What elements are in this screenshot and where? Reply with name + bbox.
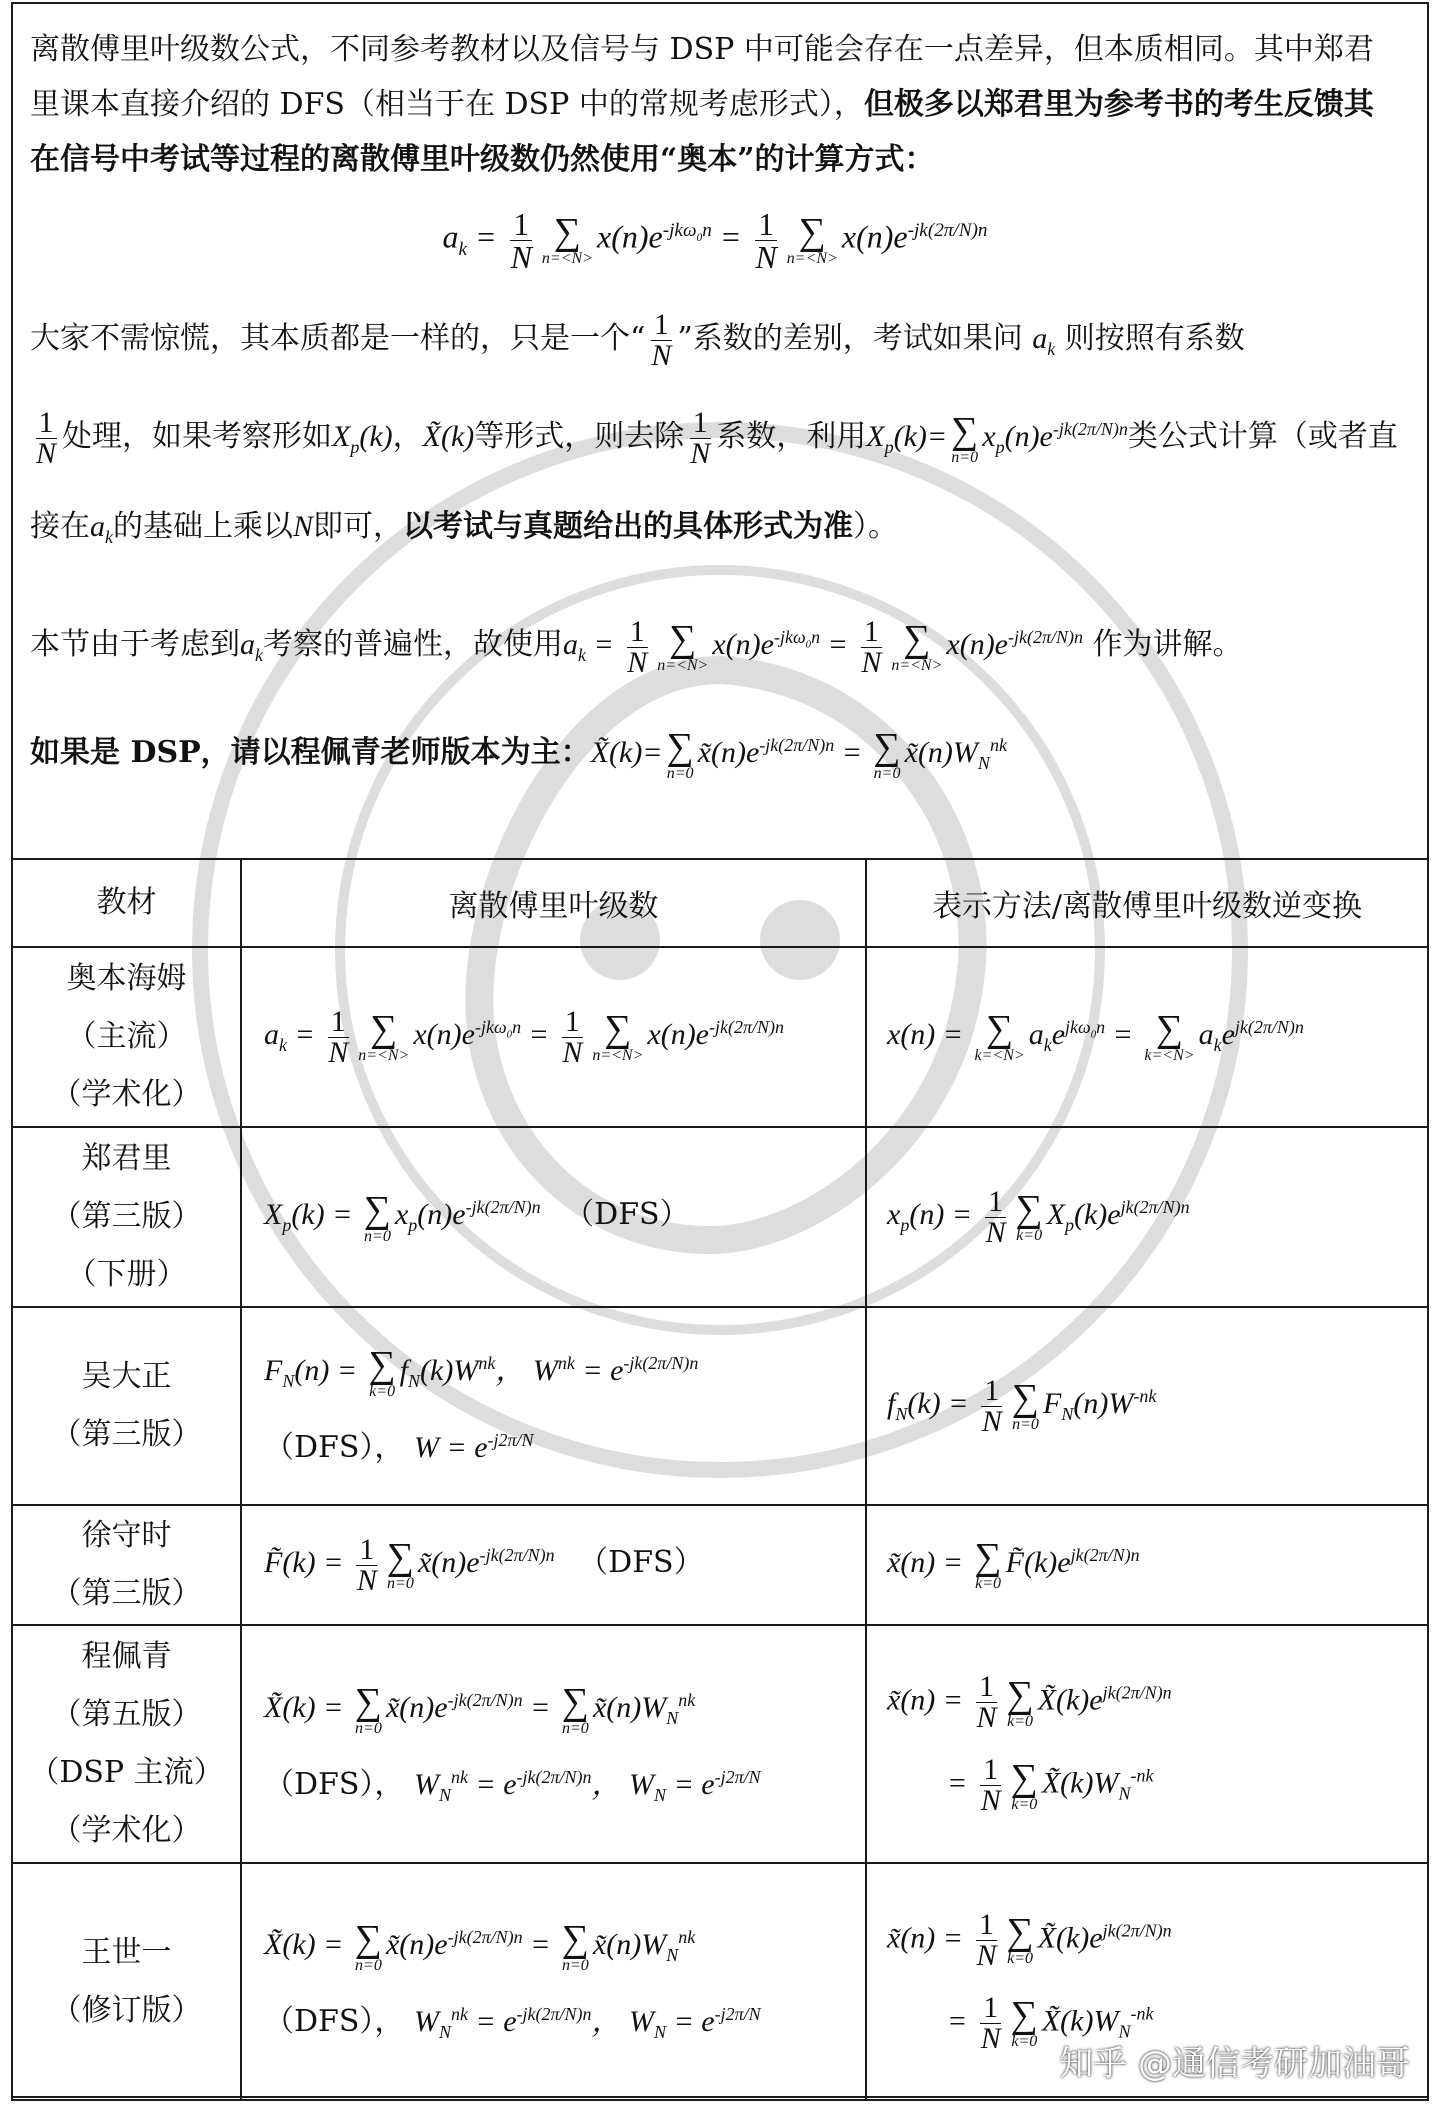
book-cell: 王世一 （修订版） <box>12 1863 241 2100</box>
intro-paragraph-3: 本节由于考虑到$a_k$考察的普遍性，故使用$a_k$ = $\frac{1}{N}$ ∑ n=<N> $x(n)e^{-jk\omega_0n}$ = $\frac{1}{N}$ ∑ n=<N> $x(n)e^{-jk(2\pi/N)n}$ 作为讲解。 <box>30 614 1243 679</box>
zhihu-credit-watermark: 知乎 @通信考研加油哥 <box>1059 2044 1410 2084</box>
table-row <box>12 1505 1428 1625</box>
intro-paragraph-1: 离散傅里叶级数公式，不同参考教材以及信号与 DSP 中可能会存在一点差异，但本质相同。其中郑君里课本直接介绍的 DFS（相当于在 DSP 中的常规考虑形式），但极多以郑君里为参考书的考生反馈其在信号中考试等过程的离散傅里叶级数仍然使用“奥本”的计算方式： <box>30 32 1374 177</box>
dfs-formula-cell: $F_N(n)$ = ∑ k=0 $f_N(k)W^{nk}$， $W^{nk} = e^{-jk(2\pi/N)n}$ （DFS）， $W = e^{-j2\pi/N}$ <box>241 1307 866 1505</box>
inverse-formula-cell: x̃(n) = $\frac{1}{N}$ ∑ k=0 $X̃(k)e^{jk(2\pi/N)n}$ = $\frac{1}{N}$ ∑ k=0 $X̃(k)W_N^{-nk}$ <box>866 1625 1428 1863</box>
intro-emphasis: 但极多以郑君里为参考书的考生反馈其在信号中考试等过程的离散傅里叶级数仍然使用“奥本”的计算方式： <box>30 87 1374 177</box>
table-row <box>12 1625 1428 1863</box>
header-textbook: 教材 <box>12 859 241 947</box>
dfs-note: （DFS） <box>564 1197 690 1233</box>
dfs-comparison-table <box>11 858 1429 2101</box>
formula-oppenheim-intro: $a_k$ = $\frac{1}{N}$ ∑ n=<N> $x(n)e^{-jk\omega_0n}$ = $\frac{1}{N}$ ∑ n=<N> $x(n)e^{-jk(2\pi/N)n}$ <box>442 205 988 275</box>
book-cell: 徐守时 （第三版） <box>12 1505 241 1625</box>
table-row <box>12 947 1428 1127</box>
inverse-formula-cell: x(n) = ∑ k=<N> $a_ke^{jk\omega_0n}$ = ∑ k=<N> $a_ke^{jk(2\pi/N)n}$ <box>866 947 1428 1127</box>
table-row <box>12 1127 1428 1307</box>
table-row <box>12 1307 1428 1505</box>
inverse-formula-cell: x̃(n) = ∑ k=0 $F̃(k)e^{jk(2\pi/N)n}$ <box>866 1505 1428 1625</box>
dfs-note: （DFS）， <box>264 1766 405 1802</box>
book-cell: 郑君里 （第三版） （下册） <box>12 1127 241 1307</box>
inverse-formula-cell: x̃(n) = $\frac{1}{N}$ ∑ k=0 $X̃(k)e^{jk(2\pi/N)n}$ = $\frac{1}{N}$ ∑ k=0 $X̃(k)W_N^{-nk}$ <box>866 1863 1428 2100</box>
dfs-note: （DFS）， <box>264 2004 405 2039</box>
header-dfs: 离散傅里叶级数 <box>241 859 866 947</box>
dfs-formula-cell: X̃(k) = ∑ n=0 $x̃(n)e^{-jk(2\pi/N)n}$ = ∑ n=0 $x̃(n)W_N^{nk}$ （DFS）， $W_N^{nk} = e^{-jk(2\pi/N)n}$， $W_N = e^{-j2\pi/N}$ <box>241 1625 866 1863</box>
dfs-formula-cell: $a_k$ = $\frac{1}{N}$ ∑ n=<N> $x(n)e^{-jk\omega_0n}$ = $\frac{1}{N}$ ∑ n=<N> $x(n)e^{-jk(2\pi/N)n}$ <box>241 947 866 1127</box>
intro-paragraph-2: 大家不需惊慌，其本质都是一样的，只是一个“ $\frac{1}{N}$ ”系数的差别，考试如果问 $a_k$ 则按照有系数 $\frac{1}{N}$ 处理，如果考察形如$X_p(k)$，X̃(k)等形式，则去除 $\frac{1}{N}$ 系数，利用$X_p(k)=$ ∑ n=0 $x_p(n)e^{-jk(2\pi/N)n}$类公式计算（或者直接在$a_k$的基础上乘以N即可，以考试与真题给出的具体形式为准）。 <box>30 307 1398 548</box>
book-cell: 吴大正 （第三版） <box>12 1307 241 1505</box>
table-header-row <box>12 859 1428 947</box>
inverse-formula-cell: $x_p(n)$ = $\frac{1}{N}$ ∑ k=0 $X_p(k)e^{jk(2\pi/N)n}$ <box>866 1127 1428 1307</box>
header-inverse: 表示方法/离散傅里叶级数逆变换 <box>866 859 1428 947</box>
dfs-formula-cell: $X_p(k)$ = ∑ n=0 $x_p(n)e^{-jk(2\pi/N)n}$ （DFS） <box>241 1127 866 1307</box>
dfs-note: （DFS）， <box>264 1430 405 1465</box>
dfs-formula-cell: X̃(k) = ∑ n=0 $x̃(n)e^{-jk(2\pi/N)n}$ = ∑ n=0 $x̃(n)W_N^{nk}$ （DFS）， $W_N^{nk} = e^{-jk(2\pi/N)n}$， $W_N = e^{-j2\pi/N}$ <box>241 1863 866 2100</box>
dfs-note: （DFS） <box>578 1544 704 1580</box>
book-cell: 奥本海姆 （主流） （学术化） <box>12 947 241 1127</box>
intro-section <box>16 0 1416 858</box>
inverse-formula-cell: $f_N(k)$ = $\frac{1}{N}$ ∑ n=0 $F_N(n)W^{-nk}$ <box>866 1307 1428 1505</box>
dfs-formula-cell: F̃(k) = $\frac{1}{N}$ ∑ n=0 $x̃(n)e^{-jk(2\pi/N)n}$ （DFS） <box>241 1505 866 1625</box>
intro-paragraph-4: 如果是 DSP，请以程佩青老师版本为主：X̃(k)= ∑ n=0 $x̃(n)e^{-jk(2\pi/N)n}$ = ∑ n=0 $x̃(n)W_N^{nk}$ <box>30 726 1007 783</box>
book-cell: 程佩青 （第五版） （DSP 主流） （学术化） <box>12 1625 241 1863</box>
